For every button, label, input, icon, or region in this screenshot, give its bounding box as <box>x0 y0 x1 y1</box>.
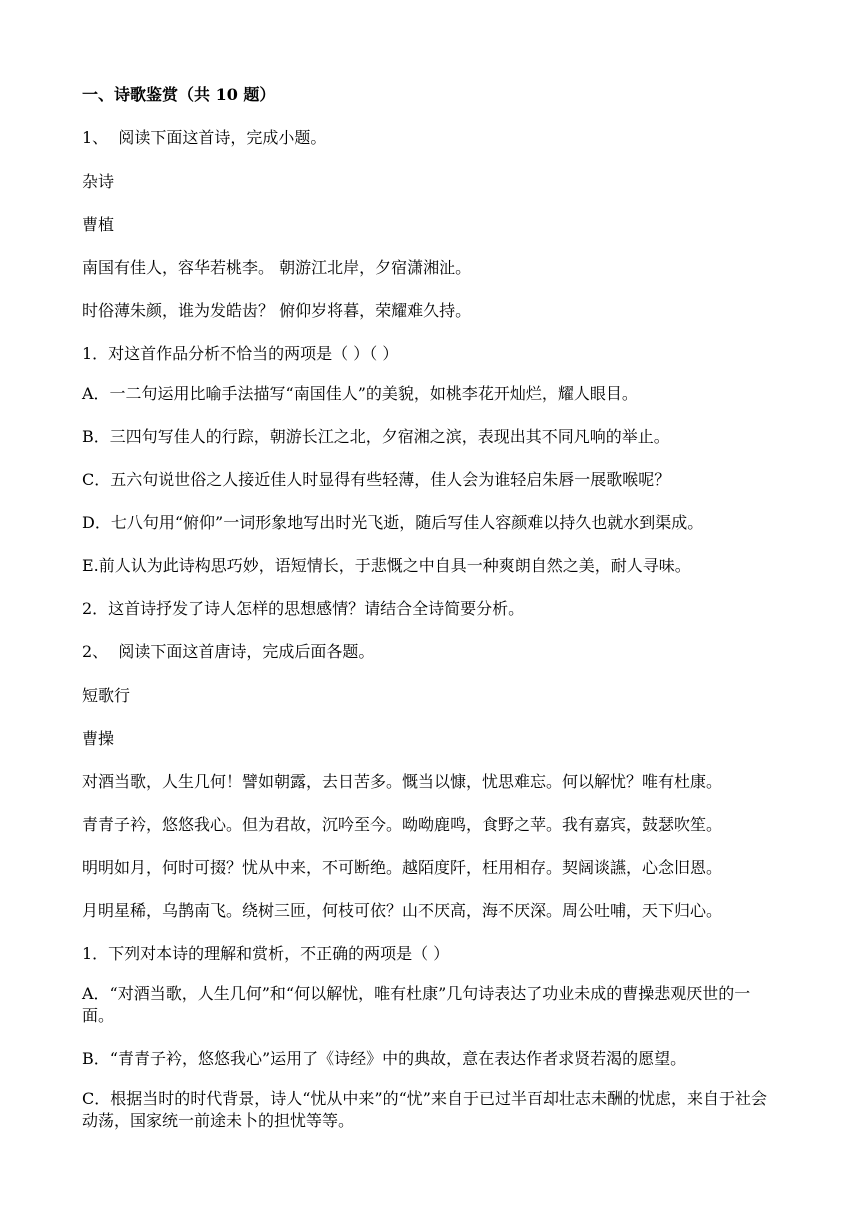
subquestion-text: 2．这首诗抒发了诗人怎样的思想感情？请结合全诗简要分析。 <box>82 599 525 618</box>
poem-line: 青青子衿，悠悠我心。但为君故，沉吟至今。呦呦鹿鸣，食野之苹。我有嘉宾，鼓瑟吹笙。 <box>82 815 723 834</box>
poem-line: 南国有佳人，容华若桃李。 朝游江北岸，夕宿潇湘沚。 <box>82 258 472 277</box>
poem-line: 时俗薄朱颜，谁为发皓齿？ 俯仰岁将暮，荣耀难久持。 <box>82 301 472 320</box>
poem-title: 短歌行 <box>82 686 131 705</box>
question-2-prompt <box>82 641 782 663</box>
poem-title: 杂诗 <box>82 172 115 191</box>
option-b: B．“青青子衿，悠悠我心”运用了《诗经》中的典故，意在表达作者求贤若渴的愿望。 <box>82 1049 687 1068</box>
poem-author: 曹操 <box>82 729 115 748</box>
option-d: D．七八句用“俯仰”一词形象地写出时光飞逝，随后写佳人容颜难以持久也就水到渠成。 <box>82 513 704 532</box>
poem-line: 明明如月，何时可掇？忧从中来，不可断绝。越陌度阡，枉用相存。契阔谈讌，心念旧恩。 <box>82 858 723 877</box>
question-intro: 阅读下面这首唐诗，完成后面各题。 <box>118 642 375 661</box>
question-1-prompt <box>82 127 782 149</box>
subquestion-text: 1．下列对本诗的理解和赏析，不正确的两项是（ ） <box>82 944 450 963</box>
option-e: E.前人认为此诗构思巧妙，语短情长，于悲慨之中自具一种爽朗自然之美，耐人寻味。 <box>82 556 691 575</box>
subquestion-text: 1．对这首作品分析不恰当的两项是（ ）（ ） <box>82 344 399 363</box>
option-c: C．五六句说世俗之人接近佳人时显得有些轻薄，佳人会为谁轻启朱唇一展歌喉呢？ <box>82 470 671 489</box>
section-heading: 一、诗歌鉴赏（共 10 题） <box>82 85 276 104</box>
option-a: A．“对酒当歌，人生几何”和“何以解忧，唯有杜康”几句诗表达了功业未成的曹操悲观厌世的一面。 <box>82 984 751 1025</box>
question-number: 2、 <box>82 642 109 661</box>
option-a: A．一二句运用比喻手法描写“南国佳人”的美貌，如桃李花开灿烂，耀人眼目。 <box>82 384 638 403</box>
question-number: 1、 <box>82 128 109 147</box>
poem-author: 曹植 <box>82 215 115 234</box>
question-intro: 阅读下面这首诗，完成小题。 <box>118 128 327 147</box>
poem-line: 对酒当歌，人生几何！譬如朝露，去日苦多。慨当以慷，忧思难忘。何以解忧？唯有杜康。 <box>82 772 723 791</box>
poem-line: 月明星稀，乌鹊南飞。绕树三匝，何枝可依？山不厌高，海不厌深。周公吐哺，天下归心。 <box>82 901 723 920</box>
option-c: C．根据当时的时代背景，诗人“忧从中来”的“忧”来自于已过半百却壮志未酬的忧虑，来自于社会动荡，国家统一前途未卜的担忧等等。 <box>82 1089 767 1130</box>
option-b: B．三四句写佳人的行踪，朝游长江之北，夕宿湘之滨，表现出其不同凡响的举止。 <box>82 427 670 446</box>
